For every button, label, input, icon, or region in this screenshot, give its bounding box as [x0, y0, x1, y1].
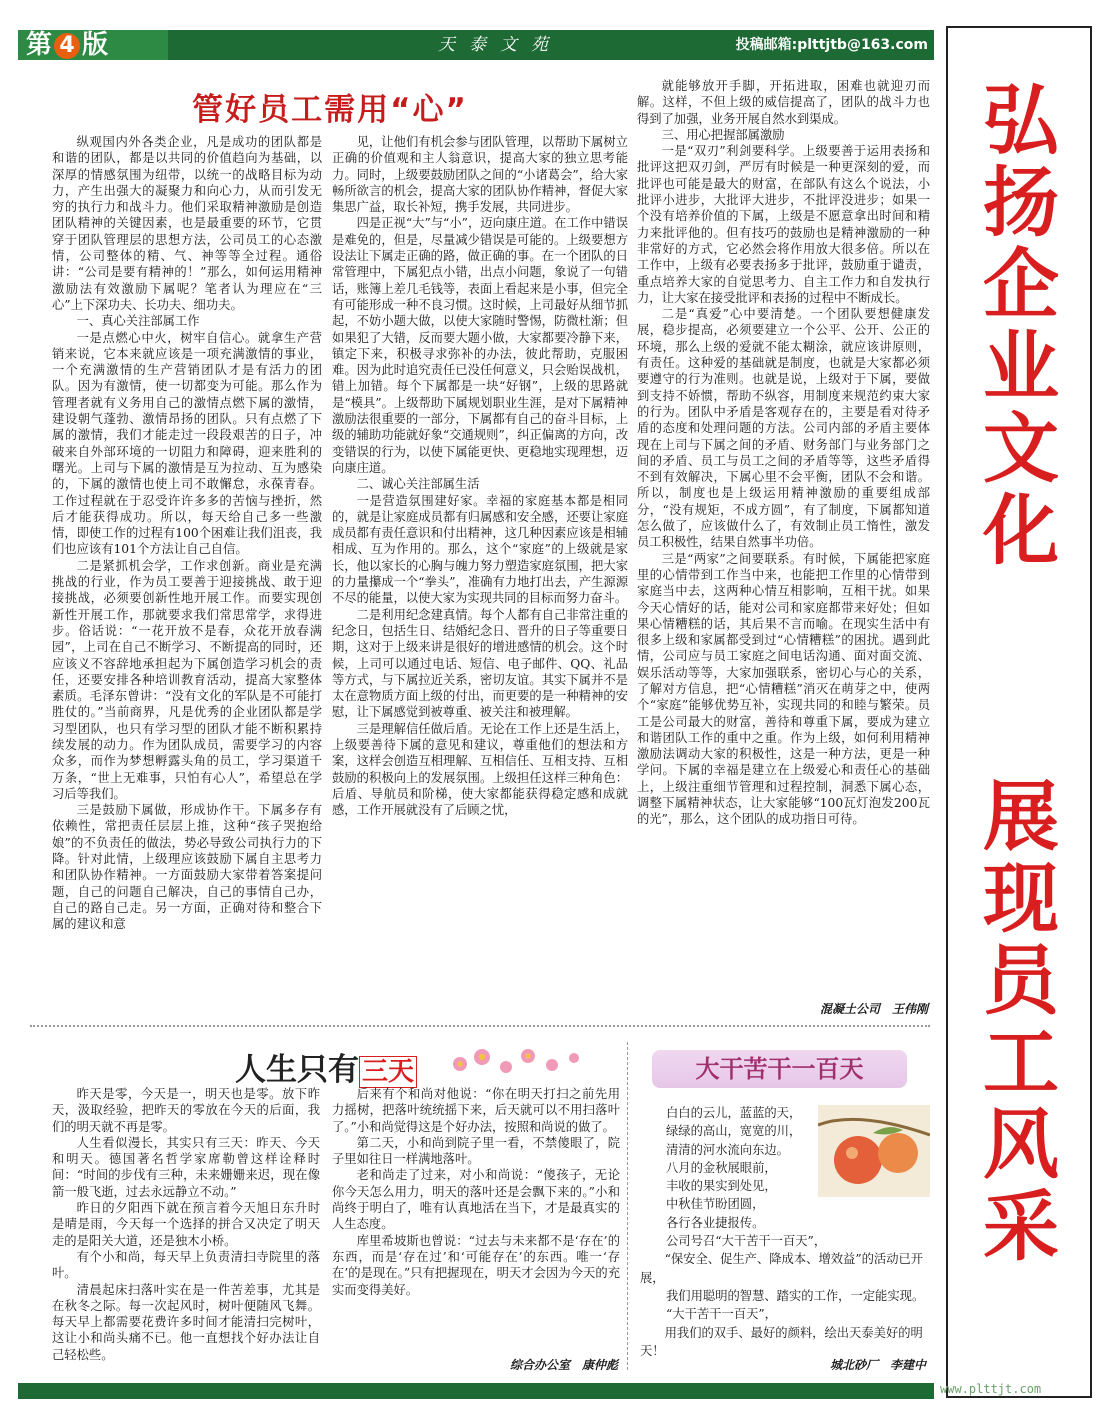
article2-column-2: [332, 1086, 620, 1356]
issue-badge: [18, 30, 168, 60]
paragraph: 三是鼓励下属做，形成协作干。下属多存有依赖性，常把责任层层上推，这种“孩子哭抱给娘”的不负责任的做法，势必导致公司执行力的下降。针对此情，上级理应该鼓励下属自主思考力和团队协作精神。一方面鼓励大家带着答案提问题，自己的问题自己解决，自己的事情自己办，自己的路自己走。另一方面，正确对待和整合下属的建议和意: [52, 803, 322, 932]
paragraph: 第二天，小和尚到院子里一看，不禁傻眼了，院子里如往日一样满地落叶。: [332, 1135, 620, 1167]
article2-column-1: [52, 1086, 320, 1376]
flower-decoration-icon: [440, 1042, 600, 1082]
article1-column-1: [52, 134, 322, 1032]
slogan-char: 企: [983, 240, 1059, 329]
poem-line: 八月的金秋展眼前，: [666, 1160, 777, 1175]
paragraph: 二是利用纪念建真情。每个人都有自己非常注重的纪念日，包括生日、结婚纪念日、晋升的日子等重要日期，这对于上级来讲是很好的增进感情的机会。这个时候，上司可以通过电话、短信、电子邮件、QQ、礼品等方式，与下属拉近关系，密切友谊。其实下属并不是太在意物质方面上级的付出，而更要的是一种精神的安慰，让下属感觉到被尊重、被关注和被理解。: [332, 607, 628, 720]
paragraph: 老和尚走了过来，对小和尚说：“傻孩子，无论你今天怎么用力，明天的落叶还是会飘下来的。”小和尚终于明白了，唯有认真地活在当下，才是最真实的人生态度。: [332, 1168, 620, 1232]
paragraph: 见，让他们有机会参与团队管理，以帮助下属树立正确的价值观和主人翁意识，提高大家的独立思考能力。同时，上级要鼓励团队之间的“小诸葛会”，给大家畅所欲言的机会，提高大家的团队协作精神，督促大家集思广益，取长补短，携手发展，共同进步。: [332, 135, 628, 215]
slogan-char: 现: [983, 854, 1059, 943]
contact-email: 投稿邮箱:plttjtb@163.com: [735, 37, 928, 53]
slogan-char: 风: [983, 1100, 1059, 1189]
section-heading: 三、用心把握部属激励: [661, 127, 785, 142]
issue-prefix: 第: [26, 30, 53, 60]
poem-line: 丰收的果实到处见，: [666, 1179, 777, 1194]
article2-title: [235, 1044, 417, 1089]
poem-line: 白白的云儿，蓝蓝的天，: [666, 1106, 802, 1120]
section-divider: [30, 1025, 930, 1027]
poem-body: [640, 1104, 932, 1358]
paragraph: 三是“两家”之间要联系。有时候，下属能把家庭里的心情带到工作当中来，也能把工作里的心情带到家庭当中去，这两种心情互相影响，互相干扰。如果今天心情好的话，能对公司和家庭都带来好处；但如果心情糟糕的话，其后果不言而喻。在现实生活中有很多上级和家属都受到过“心情糟糕”的困扰。遇到此情，公司应与员工家庭之间电话沟通、面对面交流、娱乐活动等等，大家加强联系，密切心与心的关系，了解对方信息，把“心情糟糕”消灭在萌芽之中，使两个“家庭”能够优势互补，实现共同的和睦与繁荣。员工是公司最大的财富，善待和尊重下属，要成为建立和谐团队工作的重中之重。作为上级，如何利用精神激励法调动大家的积极性，这是一种方法，更是一种学问。下属的幸福是建立在上级爱心和责任心的基础上，上级注重细节管理和过程控制，洞悉下属心态，调整下属精神状态，让大家能够“100瓦灯泡发200瓦的光”，那么，这个团队的成功指日可待。: [637, 551, 930, 827]
poem-line: “大干苦干一百天”，: [666, 1307, 777, 1322]
paragraph: 就能够放开手脚，开拓进取，困难也就迎刃而解。这样，不但上级的威信提高了，团队的战斗力也得到了加强，业务开展自然水到渠成。: [637, 79, 930, 126]
paper-name: 天泰文苑: [438, 35, 562, 55]
issue-number: 4: [54, 33, 80, 59]
paragraph: 有个小和尚，每天早上负责清扫寺院里的落叶。: [52, 1249, 320, 1281]
slogan-char: 化: [983, 486, 1059, 575]
section-heading: 一、真心关注部属工作: [76, 314, 200, 329]
poem-line: 清清的河水流向东边。: [666, 1142, 789, 1157]
article1-author: 混凝土公司 王伟刚: [819, 1002, 928, 1016]
paragraph: 一是“双刃”利剑要科学。上级要善于运用表扬和批评这把双刃剑，严厉有时候是一种更深刻的爱，而批评也可能是最大的财富，在部队有这么个说法，小批评小进步，大批评大进步，不批评没进步；如果一个没有培养价值的下属，上级是不愿意拿出时间和精力来批评他的。但有技巧的鼓励也是精神激励的一种非常好的方式，它必然会将作用放大很多倍。所以在工作中，上级有必要表扬多于批评，鼓励重于谴责，重点培养大家的自觉思考力、自主工作力和自发执行力，让大家在接受批评和表扬的过程中不断成长。: [637, 144, 930, 305]
article1-column-3: [637, 78, 930, 998]
column-divider: [627, 1042, 628, 1370]
paragraph: 后来有个和尚对他说：“你在明天打扫之前先用力摇树，把落叶统统摇下来，后天就可以不用扫落叶了。”小和尚觉得这是个好办法，按照和尚说的做了。: [332, 1087, 620, 1134]
title-highlight: 三天: [359, 1056, 417, 1088]
paragraph: 人生看似漫长，其实只有三天：昨天、今天和明天。德国著名哲学家席勒曾这样诠释时间：“时间的步伐有三种，未来姗姗来迟，现在像箭一般飞逝，过去永远静立不动。”: [52, 1135, 320, 1199]
paragraph: 昨天是零，今天是一，明天也是零。放下昨天，汲取经验，把昨天的零放在今天的后面，我们的明天就不再是零。: [52, 1087, 320, 1134]
slogan-char: 扬: [983, 158, 1059, 247]
article-title: 管好员工需用“心”: [192, 92, 468, 128]
poem-line: 各行各业捷报传。: [666, 1215, 765, 1230]
paragraph: 二是“真爱”心中要清楚。一个团队要想健康发展，稳步提高，必须要建立一个公平、公开、公正的环境，那么上级的爱就不能太糊涂，就应该讲原则，有责任。这种爱的基础就是制度，也就是大家都必须要遵守的行为准则。也就是说，上级对于下属，要做到支持不娇惯，帮助不纵容，用制度来规范约束大家的行为。团队中矛盾是客观存在的，主要是看对待矛盾的态度和处理问题的方法。公司内部的矛盾主要体现在上司与下属之间的矛盾、财务部门与业务部门之间的矛盾、员工与员工之间的矛盾等等，这些矛盾得不到有效解决，下属心里不会平衡，团队不会和谐。所以，制度也是上级运用精神激励的重要组成部分，“没有规矩，不成方圆”，有了制度，下属都知道怎么做了，应该做什么了，有效制止员工惰性，激发员工积极性，结果自然事半功倍。: [637, 307, 930, 550]
poem-author: 城北砂厂 李建中: [829, 1358, 926, 1372]
slogan-line-2: [948, 772, 1094, 1271]
paragraph: 昨日的夕阳西下就在预言着今天旭日东升时是晴是雨，今天每一个选择的拼合又决定了明天走的是阳关大道，还是独木小桥。: [52, 1201, 320, 1248]
paragraph: 一是营造氛围建好家。幸福的家庭基本都是相同的，就是让家庭成员都有归属感和安全感，还要让家庭成员都有责任意识和付出精神，这几种因素应该是相辅相成、互为作用的。那么，这个“家庭”的上级就是家长，他以家长的心胸与魄力努力塑造家庭氛围，把大家的力量攥成一个“拳头”，准确有力地打出去，产生源源不尽的能量，以使大家为实现共同的目标而努力奋斗。: [332, 493, 628, 606]
paragraph: 二是紧抓机会学，工作求创新。商业是充满挑战的行业，作为员工要善于迎接挑战、敢于迎接挑战，必须要创新性地开展工作。而要实现创新性开展工作，那就要求我们常思常学，求得进步。俗话说：“一花开放不是春，众花开放春满园”，上司在自己不断学习、不断提高的同时，还应该义不容辞地承担起为下属创造学习机会的责任，还要安排各种培训教育活动，提高大家整体素质。毛泽东曾讲：“没有文化的军队是不可能打胜仗的。”当前商界，凡是优秀的企业团队都是学习型团队，也只有学习型的团队才能不断积累持续发展的动力。作为团队成员，需要学习的内容众多，而作为梦想孵露头角的员工，学习渠道千万条，“世上无难事，只怕有心人”，希望总在学习后等我们。: [52, 558, 322, 801]
paragraph: 一是点燃心中火，树牢自信心。就拿生产营销来说，它本来就应该是一项充满激情的事业，一个充满激情的生产营销团队才是有活力的团队。因为有激情，使一切都变为可能。那么作为管理者就有义务用自己的激情点燃下属的激情，建设朝气蓬勃、激情昂扬的团队。只有点燃了下属的激情，我们才能走过一段段艰苦的日子，冲破来自外部环境的一切阻力和障碍，迎来胜利的曙光。上司与下属的激情是互为拉动、互为感染的，下属的激情也使上司不敢懈怠，永葆青春。工作过程就在于忍受许许多多的苦恼与挫折，然后才能获得成功。所以，每天给自己多一些激情，即使工作的过程有100个困难让我们沮丧，我们也应该有101个方法让自己自信。: [52, 330, 322, 557]
poem-line: 我们用聪明的智慧、踏实的工作，一定能实现。: [666, 1288, 925, 1303]
slogan-char: 工: [983, 1018, 1059, 1107]
slogan-char: 员: [983, 936, 1059, 1025]
poem-line: 绿绿的高山，宽宽的川，: [666, 1124, 802, 1139]
slogan-char: 展: [983, 772, 1059, 861]
poem-line: 中秋佳节盼团圆，: [666, 1197, 765, 1212]
slogan-char: 文: [983, 404, 1059, 493]
article2-author: 综合办公室 康仲彪: [509, 1358, 618, 1372]
footer-bar: [18, 1383, 934, 1399]
paragraph: 纵观国内外各类企业，凡是成功的团队都是和谐的团队，都是以共同的价值趋向为基础，以深厚的情感氛围为纽带，以统一的战略目标为动力，产生出强大的凝聚力和向心力，从而引发无穷的执行力和战斗力。他们采取精神激励是创造团队精神的关键因素，也是最重要的环节，它贯穿于团队管理层的思想方法，公司员工的心态激情，公司整体的精、气、神等等全过程。通俗讲：“公司是要有精神的！”那么，如何运用精神激励法有效激励下属呢？笔者认为理应在“三心”上下深功夫、长功夫、细功夫。: [52, 135, 322, 312]
poem-title: 大干苦干一百天: [652, 1050, 907, 1088]
paragraph: 清晨起床扫落叶实在是一件苦差事，尤其是在秋冬之际。每一次起风时，树叶便随风飞舞。每天早上都需要花费许多时间才能清扫完树叶，这让小和尚头痛不已。他一直想找个好办法让自己轻松些。: [52, 1282, 320, 1362]
slogan-char: 弘: [983, 76, 1059, 165]
slogan-char: 采: [983, 1182, 1059, 1271]
article1-column-2: [332, 134, 628, 1032]
title-prefix: 人生只有: [235, 1052, 359, 1088]
section-heading: 二、诚心关注部属生活: [356, 477, 480, 492]
slogan-panel: [946, 26, 1092, 1398]
paragraph: 三是理解信任做后盾。无论在工作上还是生活上，上级要善待下属的意见和建议，尊重他们的想法和方案，这样会创造互相理解、互相信任、互相支持、互相鼓励的积极向上的发展氛围。上级担任这样三种角色：后盾、导航员和阶梯，使大家都能获得稳定感和成就感，工作开展就没有了后顾之忧，: [332, 721, 628, 818]
slogan-char: 业: [983, 322, 1059, 411]
poem-line: 公司号召“大干苦干一百天”，: [666, 1234, 827, 1249]
poem-line: 用我们的双手、最好的颜料，绘出天泰美好的明天！: [640, 1325, 923, 1358]
poem-line: “保安全、促生产、降成本、增效益”的活动已开展，: [640, 1252, 924, 1285]
paragraph: 四是正视“大”与“小”，迈向康庄道。在工作中错误是难免的，但是，尽量减少错误是可能的。上级要想方设法让下属走正确的路，做正确的事。在一个团队的日常管理中，下属犯点小错，出点小问题，象说了一句错话，账簿上差几毛钱等，表面上看起来是小事，但完全有可能形成一种不良习惯。这时候，上司最好从细节抓起，不妨小题大做，以使大家随时警惕，防微杜渐；但如果犯了大错，反而要大题小做，大家都要冷静下来，镇定下来，积极寻求弥补的办法，彼此帮助，克服困难。因为此时追究责任已没任何意义，只会贻误战机，错上加错。每个下属都是一块“好钢”，上级的思路就是“模具”。上级帮助下属规划职业生涯，是对下属精神激励法很重要的一部分，下属都有自己的奋斗目标，上级的辅助功能就好象“交通规则”，纠正偏离的方向，改变错误的行为，以使下属能更快、更稳地实现理想，迈向康庄道。: [332, 216, 628, 475]
paragraph: 库里希坡斯也曾说：“过去与未来都不是‘存在’的东西，而是‘存在过’和‘可能存在’的东西。唯一‘存在’的是现在。”只有把握现在，明天才会因为今天的充实而变得美好。: [332, 1233, 620, 1297]
slogan-line-1: [948, 76, 1094, 575]
issue-suffix: 版: [82, 30, 109, 60]
footer-url: www.plttjt.com: [940, 1382, 1042, 1396]
